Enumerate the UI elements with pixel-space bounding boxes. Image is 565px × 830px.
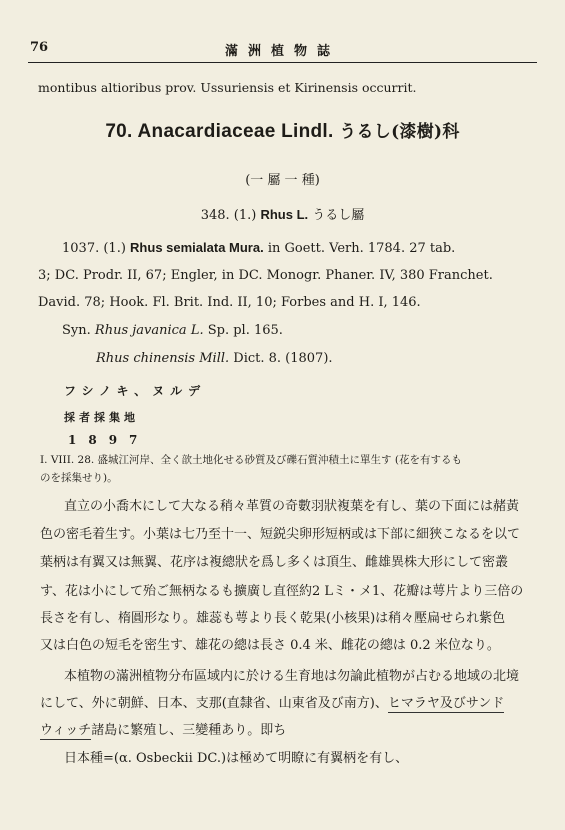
family-number: 70. <box>105 121 133 142</box>
underlined-place: ヒマラヤ及びサンド <box>387 696 505 711</box>
description-line: 直立の小喬木にして大なる稍々革質の奇數羽狀複葉を有し、葉の下面には赭黃 <box>64 499 520 514</box>
page-number: 76 <box>30 40 49 55</box>
description-line: 又は白色の短毛を密生す、雄花の總は長さ 0.4 米、雌花の總は 0.2 米位なり。 <box>40 638 500 653</box>
page-header <box>28 40 537 58</box>
synonym-name: Rhus javanica L. <box>94 323 204 338</box>
genus-heading <box>0 204 565 223</box>
species-name: Rhus semialata Mura. <box>130 240 264 255</box>
synonym-line-1 <box>62 323 283 338</box>
synonym-line-2 <box>96 351 333 366</box>
description-line: す、花は小にして殆ご無柄なるも擴廣し直徑約2 Lミ・メ1、花瓣は萼片より三倍の <box>40 584 524 599</box>
collection-record-line-2: のを採集せり)。 <box>40 472 118 484</box>
description-line: 長さを有し、楕圓形なり。雄蕊も萼より長く乾果(小核果)は稍々壓扁せられ紫色 <box>40 611 506 626</box>
genus-number: 348. (1.) <box>200 208 257 223</box>
collection-record-line-1: I. VIII. 28. 盛城江河岸、全く歆土地化せる砂質及び礫石質沖積土に單生す (花を有するも <box>40 454 462 466</box>
distribution-text: にして、外に朝鮮、日本、支那(直隸省、山東省及び南方)、 <box>40 696 388 711</box>
genus-name: Rhus L. <box>260 207 309 222</box>
synonym-prefix: Syn. <box>62 323 91 338</box>
distribution-line-1: 本植物の滿洲植物分布區域内に於ける生育地は勿論此植物が占むる地域の北境 <box>64 669 520 684</box>
intro-line: montibus altioribus prov. Ussuriensis et Kirinensis occurrit. <box>38 80 417 95</box>
journal-title: 滿洲植物誌 <box>224 44 340 59</box>
family-japanese: うるし(漆樹)科 <box>339 122 460 142</box>
genus-japanese: うるし屬 <box>312 208 365 223</box>
header-rule <box>28 62 537 63</box>
family-name: Anacardiaceae Lindl. <box>137 121 334 142</box>
description-line: 色の密毛着生す。小葉は七乃至十一、短鋭尖卵形短柄或は下部に細狹こなるを以て <box>40 527 520 542</box>
japanese-common-name: フシノキ、ヌルデ <box>64 384 207 398</box>
description-line: 葉柄は有翼又は無翼、花序は複總狀を爲し多くは頂生、雌雄異株大形にして密叢 <box>40 555 509 570</box>
synonym-name: Rhus chinensis Mill. <box>96 351 230 366</box>
species-line-1 <box>62 240 455 256</box>
distribution-line-3 <box>40 719 286 738</box>
species-line-3: David. 78; Hook. Fl. Brit. Ind. II, 10; Forbes and H. I, 146. <box>38 295 421 310</box>
family-heading <box>0 117 565 143</box>
distribution-text: 諸島に繁殖し、三變種あり。即ち <box>91 723 287 738</box>
underlined-place: ウィッチ <box>40 723 92 738</box>
distribution-line-4: 日本種=(α. Osbeckii DC.)は極めて明瞭に有翼柄を有し、 <box>64 751 409 766</box>
species-line-2: 3; DC. Prodr. II, 67; Engler, in DC. Monogr. Phaner. IV, 380 Franchet. <box>38 268 493 283</box>
synonym-citation: Sp. pl. 165. <box>207 323 283 338</box>
species-number: 1037. (1.) <box>62 241 126 256</box>
collection-year: 1897 <box>68 433 150 447</box>
collection-header: 採者採集地 <box>64 411 139 424</box>
distribution-line-2 <box>40 692 504 711</box>
synonym-citation: Dict. 8. (1807). <box>233 351 333 366</box>
subheading: (一 屬 一 種) <box>245 173 320 188</box>
species-citation: in Goett. Verh. 1784. 27 tab. <box>267 241 456 256</box>
